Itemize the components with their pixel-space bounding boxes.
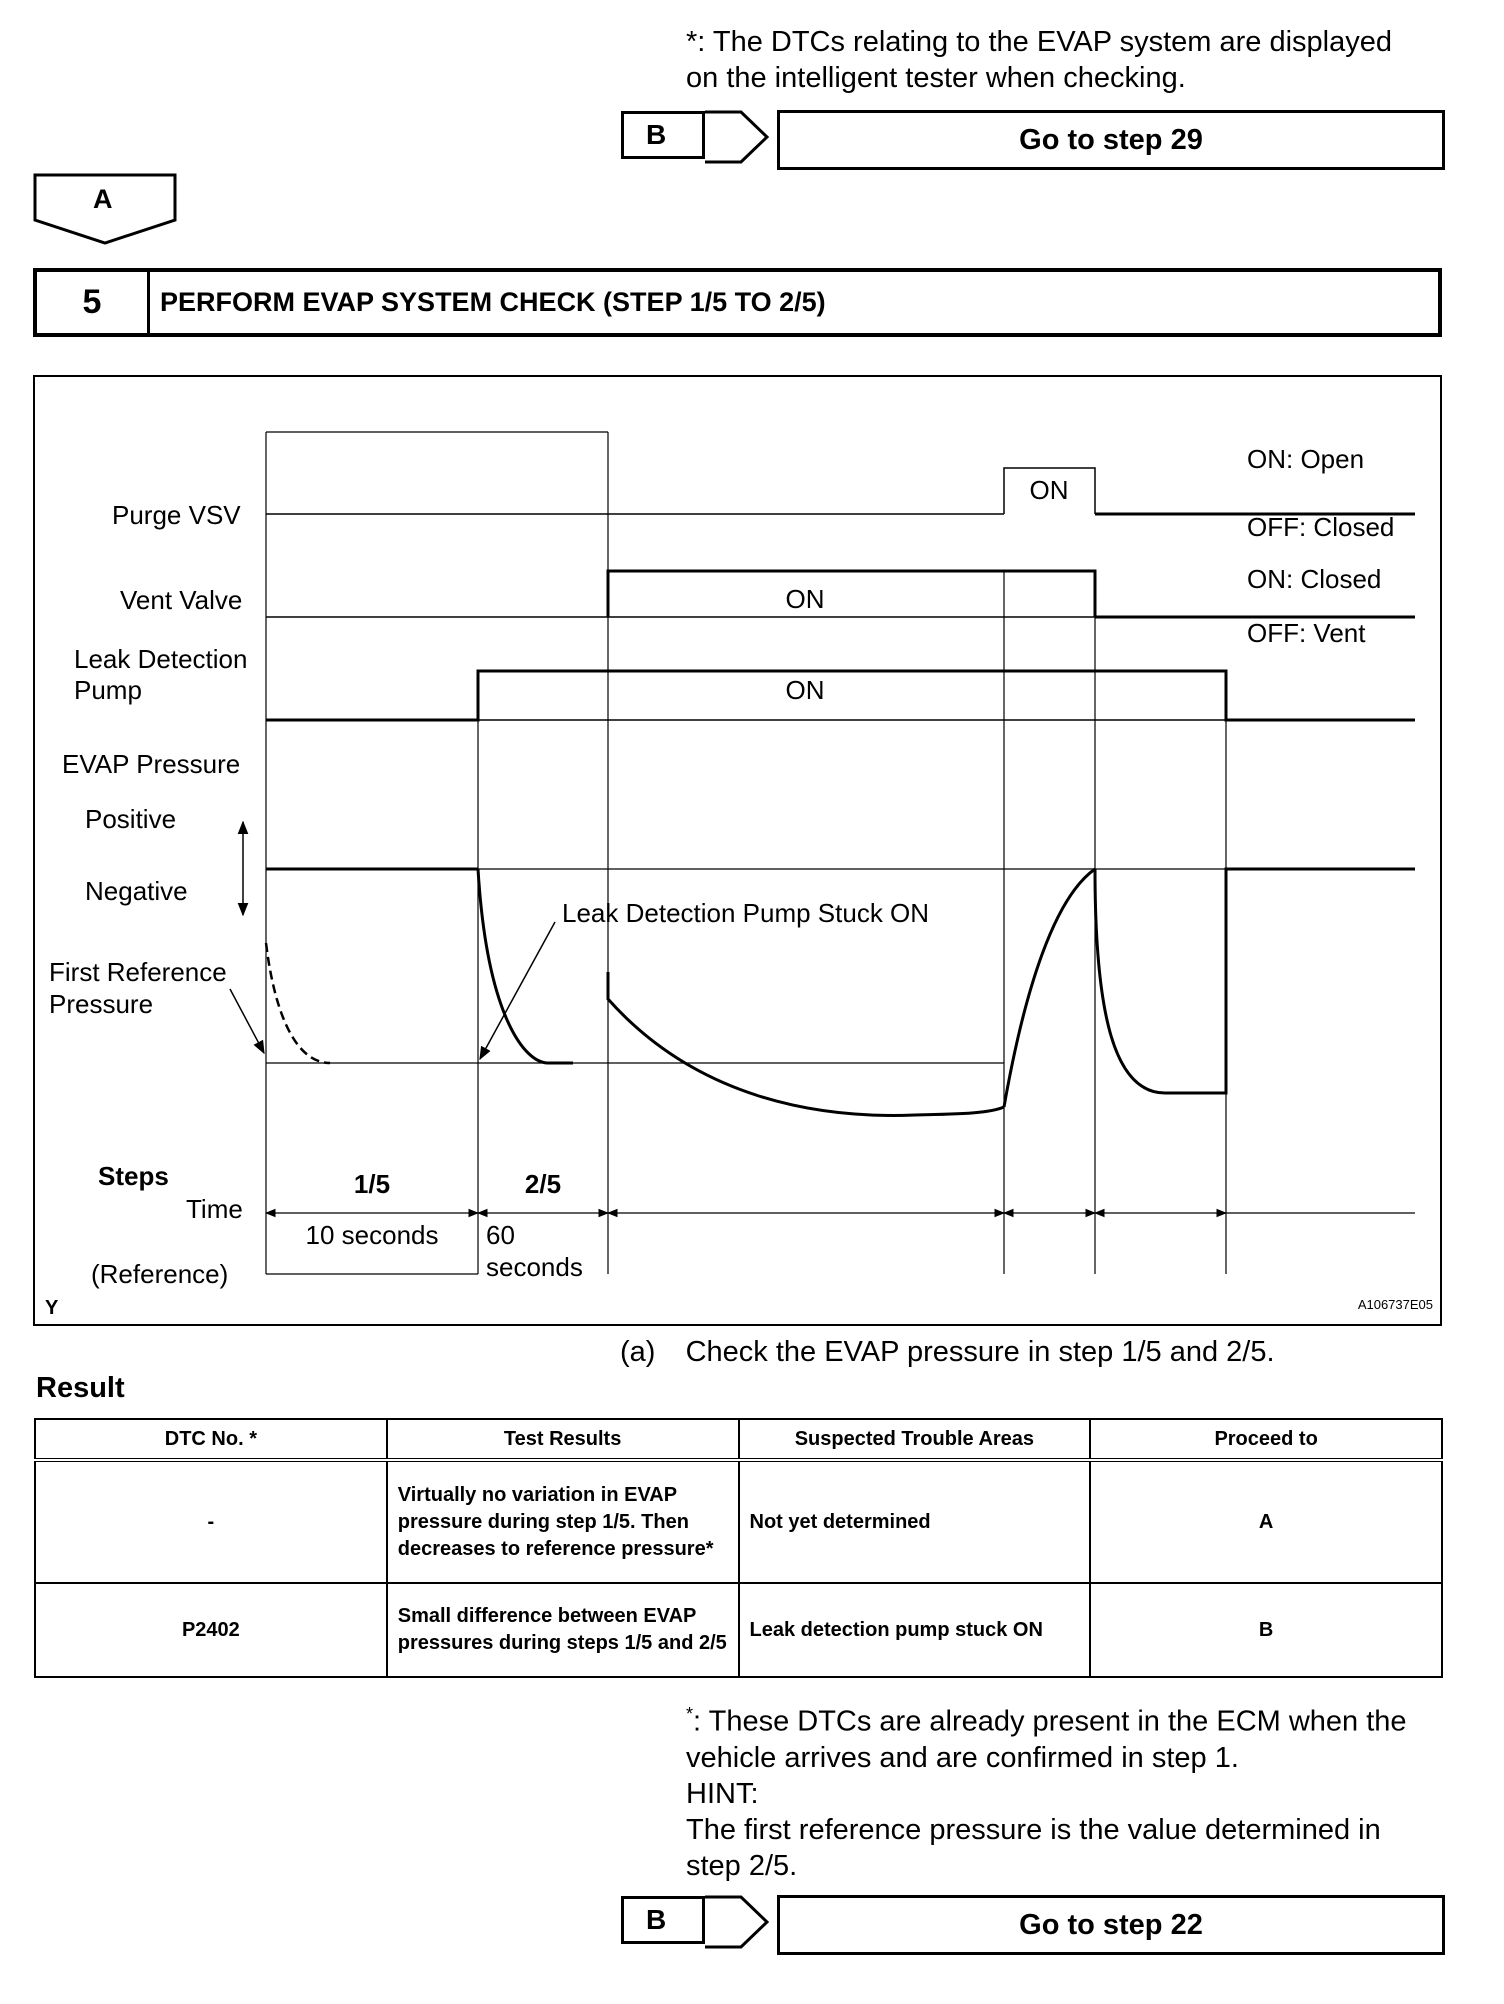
bottom-note-line1: : These DTCs are already present in the ECM when the [693,1705,1407,1738]
header-test-results: Test Results [387,1419,739,1460]
duration-step1: 10 seconds [305,1220,439,1250]
cell-area: Leak detection pump stuck ON [739,1583,1091,1677]
ldp-signal [266,671,1415,720]
bottom-note-line4: step 2/5. [686,1849,798,1882]
step-title: PERFORM EVAP SYSTEM CHECK (STEP 1/5 TO 2/5) [160,287,826,317]
label-steps: Steps [98,1161,169,1191]
bottom-note-line2: vehicle arrives and are confirmed in step 1. [686,1741,1239,1774]
bottom-note-line3: The first reference pressure is the value determined in [686,1813,1381,1846]
bottom-note-star: * [686,1704,694,1724]
cell-proceed: B [1090,1583,1442,1677]
arrow-right-icon [621,108,771,166]
label-ldp-line1: Leak Detection [74,644,248,674]
branch-b-bottom-label: B [621,1896,705,1944]
first-ref-pointer-icon [230,989,264,1053]
label-evap-pressure: EVAP Pressure [62,749,241,779]
top-note [686,24,1392,96]
table-header-row [35,1419,1442,1460]
branch-a-label: A [93,184,113,214]
cell-test: Virtually no variation in EVAP pressure during step 1/5. Then decreases to reference pressure* [387,1460,739,1583]
state-vent-on-closed: ON: Closed [1247,564,1382,594]
table-row [35,1460,1442,1583]
label-corner: Y [45,1297,59,1319]
bottom-note [686,1696,1407,1884]
instruction [620,1336,1275,1369]
label-vent-valve: Vent Valve [120,585,243,615]
table-row [35,1583,1442,1677]
label-first-ref-line2: Pressure [49,989,154,1019]
header-dtc: DTC No. * [35,1419,387,1460]
ldp-on-label: ON [785,675,825,705]
stuck-on-annotation: Leak Detection Pump Stuck ON [562,898,930,928]
top-note-line2: on the intelligent tester when checking. [686,62,1186,94]
state-purge-on-open: ON: Open [1247,444,1365,474]
figure-id: A106737E05 [1357,1297,1433,1312]
state-vent-off-vent: OFF: Vent [1247,618,1366,648]
label-first-ref-line1: First Reference [49,957,227,987]
timing-diagram [33,375,1442,1326]
branch-b-label: B [621,111,705,159]
label-positive: Positive [85,804,177,834]
header-proceed-to: Proceed to [1090,1419,1442,1460]
cell-test: Small difference between EVAP pressures during steps 1/5 and 2/5 [387,1583,739,1677]
instruction-text: Check the EVAP pressure in step 1/5 and 2/5. [685,1336,1275,1368]
purge-on-label: ON [1029,475,1069,505]
top-note-line1: *: The DTCs relating to the EVAP system are displayed [686,26,1392,58]
vent-valve-signal [266,571,1415,617]
cell-dtc: - [35,1460,387,1583]
vent-on-label: ON [785,584,825,614]
result-title: Result [36,1372,125,1404]
label-negative: Negative [85,876,188,906]
cell-proceed: A [1090,1460,1442,1583]
label-reference: (Reference) [91,1259,229,1289]
bottom-note-hint: HINT: [686,1777,759,1810]
state-purge-off-closed: OFF: Closed [1247,512,1395,542]
purge-vsv-signal [266,468,1415,514]
goto-step-22-button[interactable]: Go to step 22 [777,1895,1445,1955]
branch-b-top [621,108,771,166]
label-ldp-line2: Pump [74,675,142,705]
label-time: Time [186,1194,243,1224]
duration-step2-line1: 60 [486,1220,515,1250]
step-2-5-label: 2/5 [524,1169,562,1199]
step-number: 5 [37,272,150,333]
header-trouble-areas: Suspected Trouble Areas [739,1419,1091,1460]
label-purge-vsv: Purge VSV [112,500,241,530]
evap-dashed-trace [266,943,330,1063]
instruction-letter: (a) [620,1336,656,1368]
step-1-5-label: 1/5 [353,1169,391,1199]
goto-step-29-button[interactable]: Go to step 29 [777,110,1445,170]
cell-area: Not yet determined [739,1460,1091,1583]
duration-step2-line2: seconds [486,1252,583,1282]
cell-dtc: P2402 [35,1583,387,1677]
arrow-right-icon [621,1893,771,1951]
timing-gridlines [266,432,1226,1274]
step-header [33,268,1442,337]
result-table [34,1418,1443,1678]
branch-b-bottom [621,1893,771,1951]
